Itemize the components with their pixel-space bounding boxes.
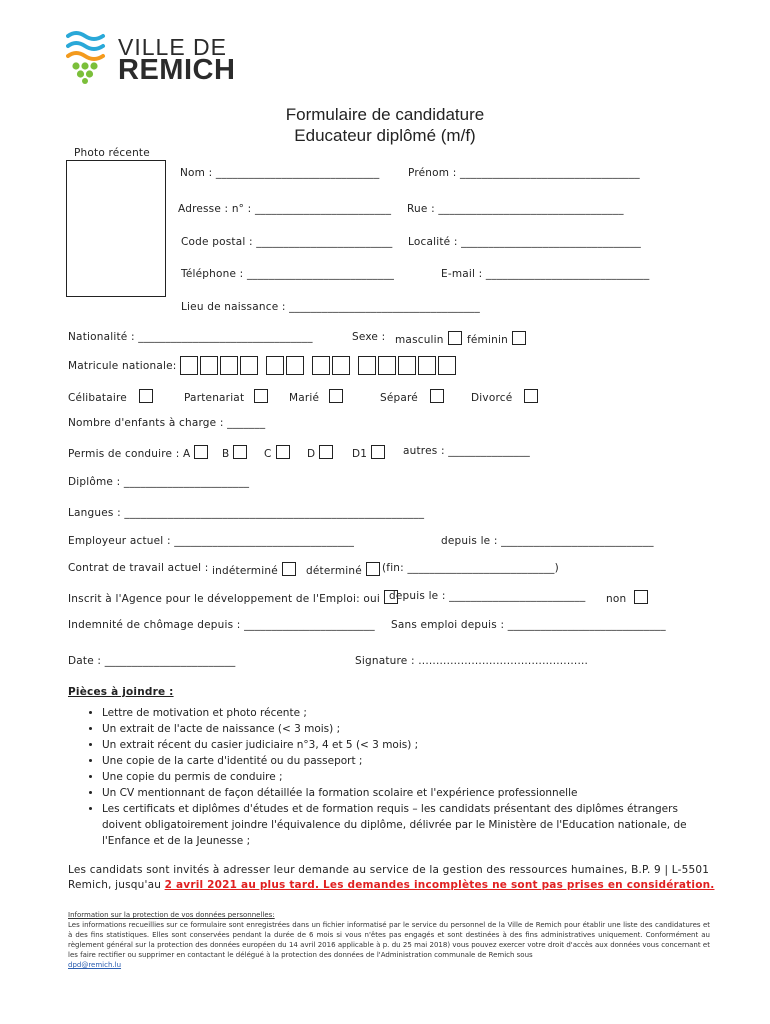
closing-text-lead: Remich, jusqu'au (68, 879, 162, 891)
sexe-label: Sexe : (352, 331, 386, 343)
feminin-checkbox[interactable] (512, 331, 526, 345)
marie-label: Marié (289, 392, 320, 404)
divorce-label: Divorcé (471, 392, 513, 404)
pieces-item: • Lettre de motivation et photo récente ; (102, 705, 712, 721)
pieces-item: • Une copie du permis de conduire ; (102, 769, 712, 785)
adem-non-option[interactable] (606, 590, 648, 605)
permis-d1-label: D1 (352, 448, 368, 460)
matricule-box[interactable] (438, 356, 456, 375)
separe-option[interactable] (380, 389, 444, 404)
adem-non-label: non (606, 593, 627, 605)
privacy-email-link[interactable]: dpd@remich.lu (68, 961, 122, 969)
permis-label: Permis de conduire : A (68, 448, 191, 460)
permis-d-label: D (307, 448, 316, 460)
adresse-field[interactable]: Adresse : n° : _________________________ (178, 203, 392, 215)
pieces-heading: Pièces à joindre : (68, 686, 174, 698)
pieces-item: • Les certificats et diplômes d'études et de formation requis – les candidats présentant des diplômes étrangers doivent obligatoirement joindre l'équivalence du diplôme, délivrée par le Ministère de l'Education nationale, de l'Enfance et de la Jeunesse ; (102, 801, 712, 849)
masculin-checkbox[interactable] (448, 331, 462, 345)
celibataire-option[interactable] (68, 389, 153, 404)
logo-line2: REMICH (118, 54, 236, 86)
privacy-heading: Information sur la protection de vos données personnelles: (68, 911, 275, 919)
closing-text-line2 (68, 879, 714, 891)
matricule-box[interactable] (398, 356, 416, 375)
permis-b-option[interactable] (222, 445, 247, 460)
indetermine-checkbox[interactable] (282, 562, 296, 576)
code-postal-field[interactable]: Code postal : _________________________ (181, 236, 393, 248)
closing-text-line1: Les candidats sont invités à adresser leur demande au service de la gestion des ressources humaines, B.P. 9 | L-5501 (68, 864, 710, 876)
matricule-box[interactable] (418, 356, 436, 375)
photo-label: Photo récente (74, 147, 150, 159)
indetermine-label: indéterminé (212, 565, 278, 577)
matricule-box[interactable] (220, 356, 238, 375)
permis-d1-checkbox[interactable] (371, 445, 385, 459)
celibataire-checkbox[interactable] (139, 389, 153, 403)
deadline-text: 2 avril 2021 au plus tard. Les demandes incomplètes ne sont pas prises en considération. (164, 879, 715, 891)
pieces-item: • Un extrait récent du casier judiciaire n°3, 4 et 5 (< 3 mois) ; (102, 737, 712, 753)
enfants-field[interactable]: Nombre d'enfants à charge : _______ (68, 417, 266, 429)
adem-non-checkbox[interactable] (634, 590, 648, 604)
indemnite-field[interactable]: Indemnité de chômage depuis : ________________________ (68, 619, 375, 631)
matricule-label: Matricule nationale: (68, 360, 177, 372)
adem-label: Inscrit à l'Agence pour le développement de l'Emploi: oui (68, 593, 380, 605)
permis-d1-option[interactable] (352, 445, 385, 460)
divorce-option[interactable] (471, 389, 538, 404)
adem-oui-option[interactable] (68, 590, 398, 605)
masculin-label: masculin (395, 334, 444, 346)
matricule-box[interactable] (200, 356, 218, 375)
privacy-body (68, 920, 710, 970)
separe-checkbox[interactable] (430, 389, 444, 403)
matricule-box[interactable] (312, 356, 330, 375)
form-subtitle: Educateur diplômé (m/f) (294, 126, 476, 145)
marie-checkbox[interactable] (329, 389, 343, 403)
celibataire-label: Célibataire (68, 392, 127, 404)
wave-logo-icon (66, 30, 106, 84)
matricule-boxes[interactable] (180, 355, 464, 375)
lieu-naissance-field[interactable]: Lieu de naissance : ___________________________________ (181, 301, 480, 313)
employeur-field[interactable]: Employeur actuel : _________________________________ (68, 535, 355, 547)
telephone-field[interactable]: Téléphone : ___________________________ (181, 268, 395, 280)
nationalite-field[interactable]: Nationalité : ________________________________ (68, 331, 313, 343)
logo-line1: VILLE DE (118, 34, 227, 60)
permis-d-checkbox[interactable] (319, 445, 333, 459)
feminin-option[interactable] (467, 331, 526, 346)
nom-field[interactable]: Nom : ______________________________ (180, 167, 380, 179)
signature-field[interactable]: Signature : ................................................ (355, 655, 589, 667)
permis-c-label: C (264, 448, 272, 460)
partenariat-label: Partenariat (184, 392, 245, 404)
permis-c-checkbox[interactable] (276, 445, 290, 459)
adem-depuis-field[interactable]: depuis le : _________________________ (389, 590, 586, 602)
pieces-list (82, 705, 712, 849)
prenom-field[interactable]: Prénom : _________________________________ (408, 167, 640, 179)
divorce-checkbox[interactable] (524, 389, 538, 403)
langues-field[interactable]: Langues : _______________________________________________________ (68, 507, 425, 519)
permis-b-checkbox[interactable] (233, 445, 247, 459)
partenariat-option[interactable] (184, 389, 268, 404)
contrat-label: Contrat de travail actuel : (68, 562, 209, 574)
photo-box[interactable] (66, 160, 166, 297)
pieces-item: • Un CV mentionnant de façon détaillée la formation scolaire et l'expérience professionnelle (102, 785, 712, 801)
indetermine-option[interactable] (212, 562, 296, 577)
matricule-box[interactable] (358, 356, 376, 375)
privacy-body-text: Les informations recueillies sur ce formulaire sont enregistrées dans un fichier informatisé par le service du personnel de la Ville de Remich pour établir une liste des candidatures et à des fins statistiques. Elles sont conservées pendant la durée de 6 mois si vous n'êtes pas engagés et sont destinées à des fins administratives uniquement. Conformément au règlement général sur la protection des données européen du 14 avril 2016 applicable à p. du 25 mai 2018) vous pouvez exercer votre droit d'accès aux données vous concernant et les faire rectifier ou supprimer en contactant le délégué à la protection des données de l'Administration communale de Remich sous (68, 921, 710, 959)
matricule-box[interactable] (180, 356, 198, 375)
feminin-label: féminin (467, 334, 508, 346)
separe-label: Séparé (380, 392, 418, 404)
determine-option[interactable] (306, 562, 380, 577)
rue-field[interactable]: Rue : __________________________________ (407, 203, 624, 215)
permis-a-checkbox[interactable] (194, 445, 208, 459)
matricule-box[interactable] (332, 356, 350, 375)
marie-option[interactable] (289, 389, 343, 404)
localite-field[interactable]: Localité : _________________________________ (408, 236, 641, 248)
form-title: Formulaire de candidature (285, 105, 485, 124)
permis-b-label: B (222, 448, 230, 460)
pieces-item: • Un extrait de l'acte de naissance (< 3 mois) ; (102, 721, 712, 737)
matricule-box[interactable] (286, 356, 304, 375)
masculin-option[interactable] (395, 331, 462, 346)
determine-checkbox[interactable] (366, 562, 380, 576)
employeur-depuis-field[interactable]: depuis le : ____________________________ (441, 535, 654, 547)
matricule-box[interactable] (378, 356, 396, 375)
sans-emploi-field[interactable]: Sans emploi depuis : _____________________________ (391, 619, 666, 631)
diplome-field[interactable]: Diplôme : _______________________ (68, 476, 250, 488)
matricule-box[interactable] (266, 356, 284, 375)
permis-autres-field[interactable]: autres : _______________ (403, 445, 530, 457)
email-field[interactable]: E-mail : ______________________________ (441, 268, 650, 280)
pieces-item: • Une copie de la carte d'identité ou du passeport ; (102, 753, 712, 769)
determine-label: déterminé (306, 565, 362, 577)
permis-c-option[interactable] (264, 445, 290, 460)
partenariat-checkbox[interactable] (254, 389, 268, 403)
fin-field[interactable]: (fin: ___________________________) (382, 562, 559, 574)
matricule-box[interactable] (240, 356, 258, 375)
permis-d-option[interactable] (307, 445, 333, 460)
date-field[interactable]: Date : ________________________ (68, 655, 236, 667)
permis-a-option[interactable] (68, 445, 208, 460)
